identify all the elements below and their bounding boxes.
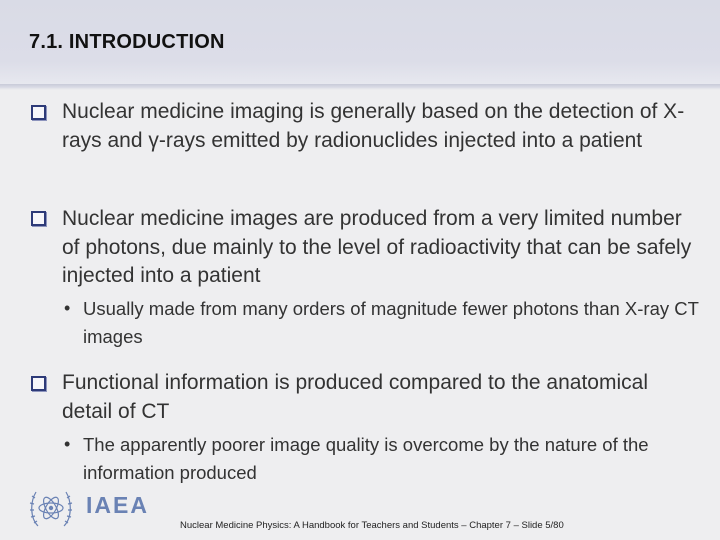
header-shadow xyxy=(0,84,720,90)
checkbox-icon xyxy=(31,376,46,391)
iaea-logo-text: IAEA xyxy=(86,492,149,518)
sub-bullet-dot: • xyxy=(64,434,71,454)
sub-bullet-dot: • xyxy=(64,298,71,318)
bullet-text: Nuclear medicine imaging is generally based on the detection of X-rays and γ-rays emitted by radionuclides injected into a patient xyxy=(62,100,685,152)
checkbox-icon xyxy=(31,105,46,120)
slide-title: 7.1. INTRODUCTION xyxy=(29,31,225,53)
sub-bullet-text: Usually made from many orders of magnitude fewer photons than X-ray CT images xyxy=(83,298,699,347)
bullet-text: Functional information is produced compared to the anatomical detail of CT xyxy=(62,371,648,423)
footer-citation: Nuclear Medicine Physics: A Handbook for Teachers and Students – Chapter 7 – Slide 5/80 xyxy=(180,520,564,531)
bullet-text: Nuclear medicine images are produced from a very limited number of photons, due mainly to the level of radioactivity that can be safely injected into a patient xyxy=(62,207,692,287)
checkbox-icon xyxy=(31,211,46,226)
sub-bullet-text: The apparently poorer image quality is overcome by the nature of the information produced xyxy=(83,434,649,483)
